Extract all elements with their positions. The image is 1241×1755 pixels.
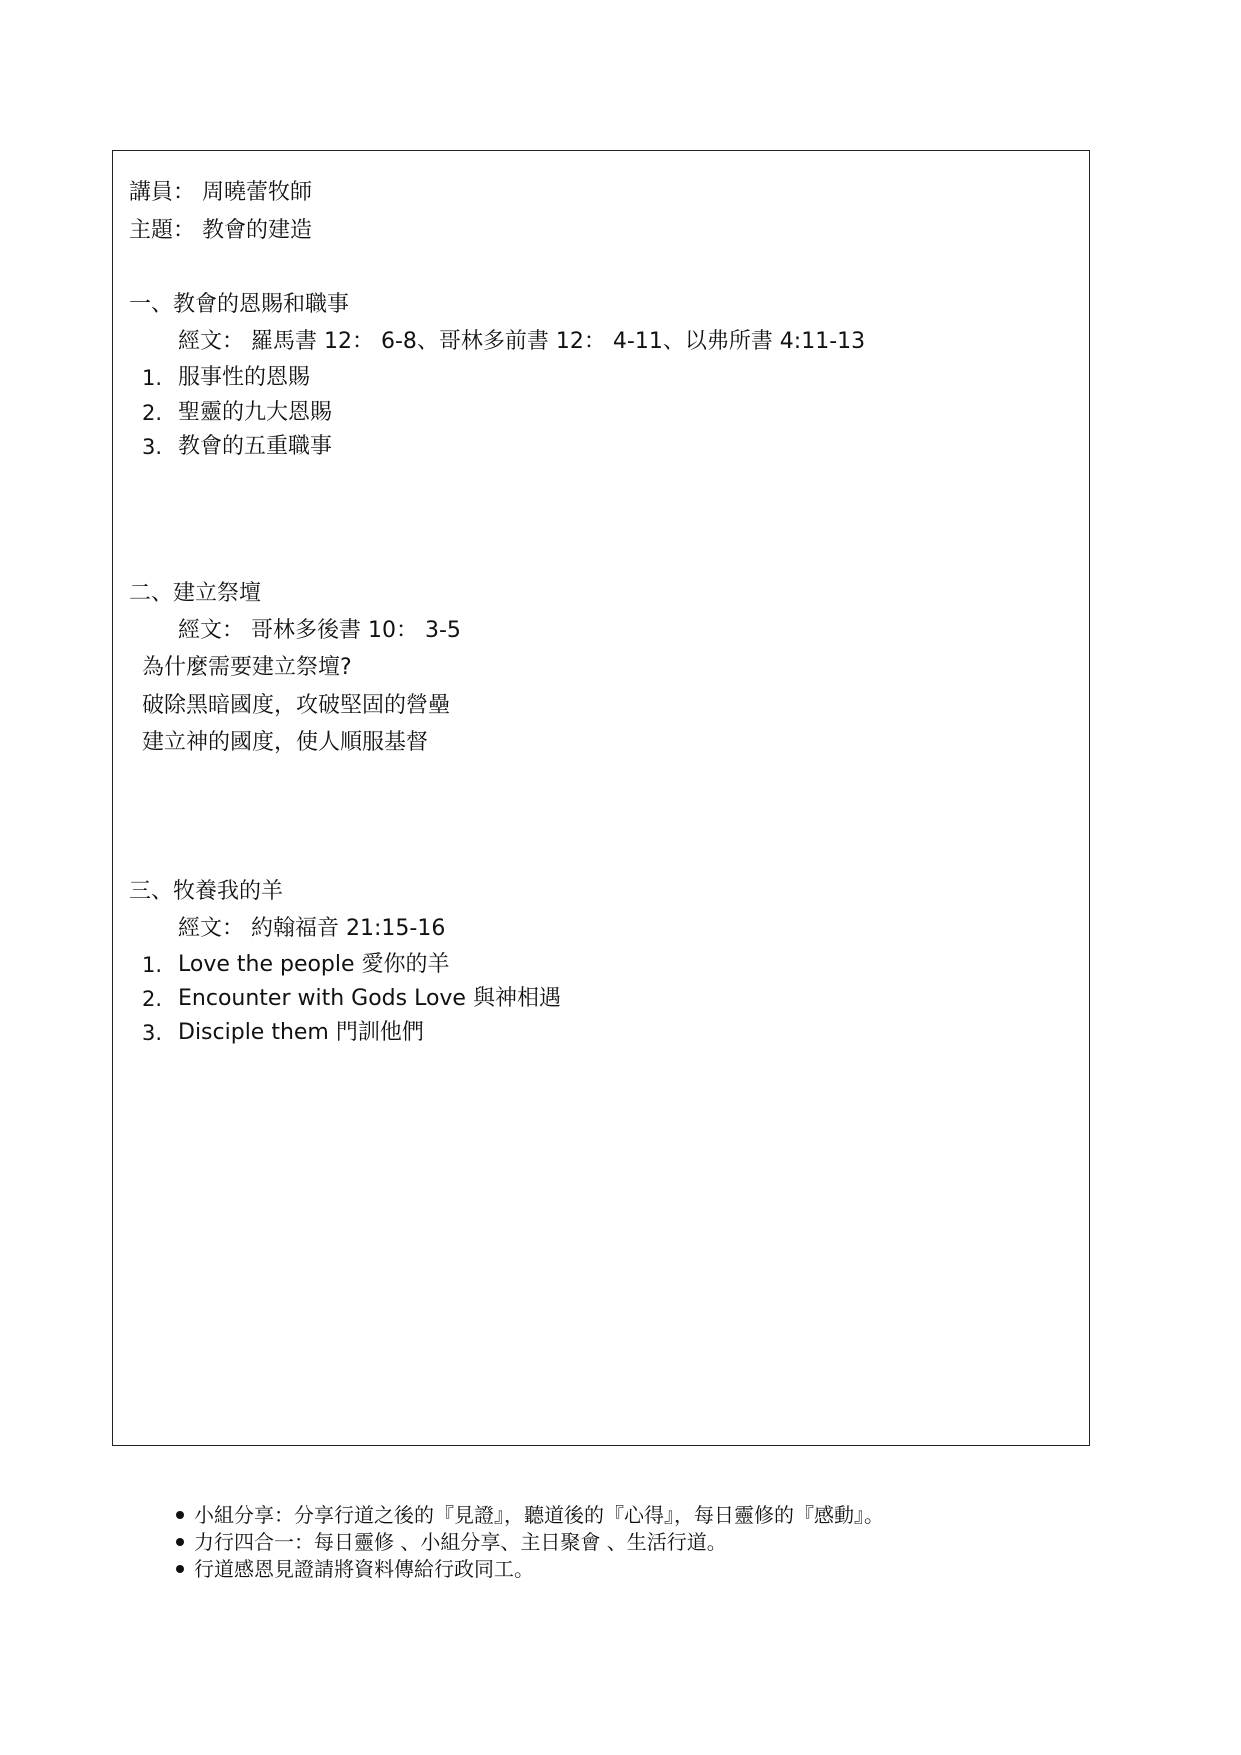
- section-1-scripture: 經文： 羅馬書 12： 6-8、哥林多前書 12： 4-11、以弗所書 4:11-13: [178, 329, 866, 354]
- footer-note-text: 小組分享：分享行道之後的『見證』，聽道後的『心得』，每日靈修的『感動』。: [194, 1503, 884, 1527]
- section-3-item-number: 2.: [142, 987, 163, 1011]
- section-2-line: 建立神的國度，使人順服基督: [142, 730, 429, 755]
- section-3-item: Love the people 愛你的羊: [178, 952, 450, 977]
- section-2-line: 破除黑暗國度，攻破堅固的營壘: [142, 693, 451, 718]
- speaker-line: 講員： 周曉蕾牧師: [129, 180, 312, 205]
- section-1-item-number: 3.: [142, 435, 163, 459]
- section-3-item: Encounter with Gods Love 與神相遇: [178, 986, 561, 1011]
- footer-note: [176, 1557, 534, 1581]
- section-1-item-number: 1.: [142, 366, 163, 390]
- section-1-heading: 一、教會的恩賜和職事: [129, 292, 350, 317]
- section-2-heading: 二、建立祭壇: [129, 581, 262, 606]
- section-3-scripture: 經文： 約翰福音 21:15-16: [178, 916, 446, 941]
- bullet-icon: [176, 1511, 184, 1519]
- section-1-item: 服事性的恩賜: [178, 365, 311, 390]
- section-3-item: Disciple them 門訓他們: [178, 1020, 424, 1045]
- section-1-item-number: 2.: [142, 401, 163, 425]
- bullet-icon: [176, 1565, 184, 1573]
- section-3-item-number: 3.: [142, 1021, 163, 1045]
- footer-note: [176, 1503, 884, 1527]
- section-1-item: 教會的五重職事: [178, 434, 333, 459]
- footer-note: [176, 1530, 727, 1554]
- section-1-item: 聖靈的九大恩賜: [178, 400, 333, 425]
- section-2-scripture: 經文： 哥林多後書 10： 3-5: [178, 618, 461, 643]
- footer-note-text: 行道感恩見證請將資料傳給行政同工。: [194, 1557, 534, 1581]
- section-3-item-number: 1.: [142, 953, 163, 977]
- bullet-icon: [176, 1538, 184, 1546]
- section-2-line: 為什麼需要建立祭壇?: [142, 655, 352, 680]
- topic-line: 主題： 教會的建造: [129, 218, 312, 243]
- section-3-heading: 三、牧養我的羊: [129, 879, 284, 904]
- footer-note-text: 力行四合一：每日靈修 、小組分享、主日聚會 、生活行道。: [194, 1530, 727, 1554]
